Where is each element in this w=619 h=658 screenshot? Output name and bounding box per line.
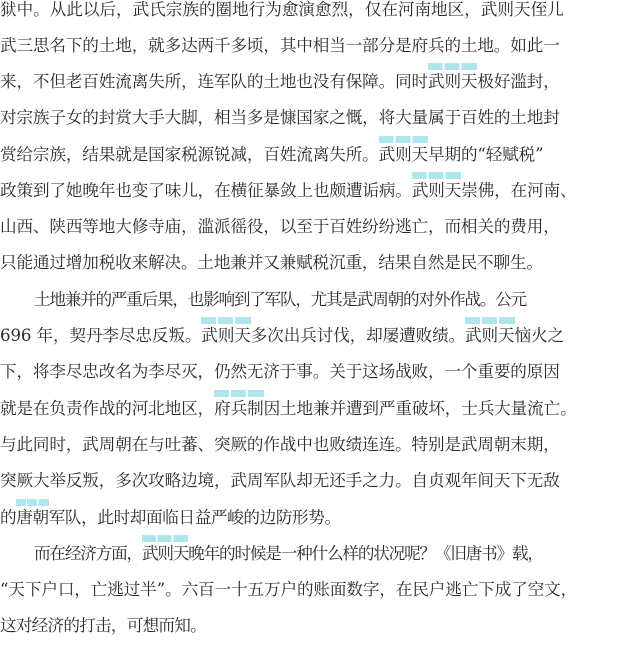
text-segment: 极好滥封， [477, 72, 560, 91]
text-segment: 与此同时，武周朝在与吐蕃、突厥的作战中也败绩连连。特别是武周朝末期， [0, 435, 560, 454]
text-line [0, 100, 619, 136]
text-segment: 侄儿 [530, 0, 564, 19]
highlighted-term: 唐朝 [16, 508, 49, 527]
highlighted-term: 武则天 [201, 326, 251, 345]
text-segment: 赏给宗族，结果就是国家税源锐减，百姓流离失所。 [0, 145, 379, 164]
text-segment: 崇佛，在河南、 [461, 181, 577, 200]
text-line [0, 173, 619, 209]
text-line [0, 209, 619, 245]
text-segment: 而在经济方面， [34, 544, 142, 563]
text-segment: 晚年的时候是一种什么样的状况呢？《旧唐书》载， [188, 544, 543, 563]
text-line [0, 282, 619, 318]
highlighted-term: 武则天 [141, 544, 189, 563]
text-line [0, 318, 619, 354]
text-segment: 武三思名下的土地，就多达两千多顷，其中相当一部分是府兵的土地。如此一 [0, 36, 560, 55]
text-segment: 突厥大举反叛，多次攻略边境，武周军队却无还手之力。自贞观年间天下无敌 [0, 471, 560, 490]
text-segment: 就是在负责作战的河北地区， [0, 399, 215, 418]
text-line [0, 463, 619, 499]
highlighted-term: 府兵制 [214, 399, 264, 418]
text-segment: 狱中。从此以后，武氏宗族的圈地行为愈演愈烈，仅在河南地区， [0, 0, 481, 19]
text-line [0, 572, 619, 608]
text-segment: 多次出兵讨伐，却屡遭败绩。 [250, 326, 466, 345]
text-segment: 政策到了她晚年也变了味儿，在横征暴敛上也颇遭诟病。 [0, 181, 412, 200]
text-line [0, 536, 619, 572]
text-line [0, 608, 619, 644]
text-segment: “天下户口，亡逃过半”。六百一十五万户的账面数字，在民户逃亡下成了空文， [0, 580, 578, 599]
text-line [0, 64, 619, 100]
highlighted-term: 武则天 [428, 72, 478, 91]
text-segment: 军队，此时却面临日益严峻的边防形势。 [48, 508, 341, 527]
text-segment: 因土地兼并遭到严重破坏，士兵大量流亡。 [263, 399, 577, 418]
text-line [0, 500, 619, 536]
text-segment: 恼火之 [514, 326, 564, 345]
text-segment: 下，将李尽忠改名为李尽灭，仍然无济于事。关于这场战败，一个重要的原因 [0, 362, 560, 381]
text-segment: 土地兼并的严重后果，也影响到了军队，尤其是武周朝的对外作战。公元 [34, 290, 526, 309]
text-segment: 山西、陕西等地大修寺庙，滥派徭役，以至于百姓纷纷逃亡，而相关的费用， [0, 217, 560, 236]
text-segment: 的 [0, 508, 17, 527]
text-line [0, 245, 619, 281]
text-line [0, 354, 619, 390]
text-segment: 696 年，契丹李尽忠反叛。 [0, 326, 202, 345]
text-line [0, 28, 619, 64]
text-segment: 来，不但老百姓流离失所，连军队的土地也没有保障。同时 [0, 72, 428, 91]
highlighted-term: 武则天 [378, 145, 429, 164]
text-line [0, 137, 619, 173]
highlighted-term: 武则天 [480, 0, 531, 19]
highlighted-term: 武则天 [411, 181, 462, 200]
highlighted-term: 武则天 [465, 326, 515, 345]
text-line [0, 427, 619, 463]
text-segment: 这对经济的打击，可想而知。 [0, 616, 206, 635]
text-segment: 早期的“轻赋税” [428, 145, 544, 164]
text-segment: 只能通过增加税收来解决。土地兼并又兼赋税沉重，结果自然是民不聊生。 [0, 253, 543, 272]
text-segment: 对宗族子女的封赏大手大脚，相当多是慷国家之慨，将大量属于百姓的土地封 [0, 108, 560, 127]
text-line [0, 0, 619, 28]
text-line [0, 391, 619, 427]
